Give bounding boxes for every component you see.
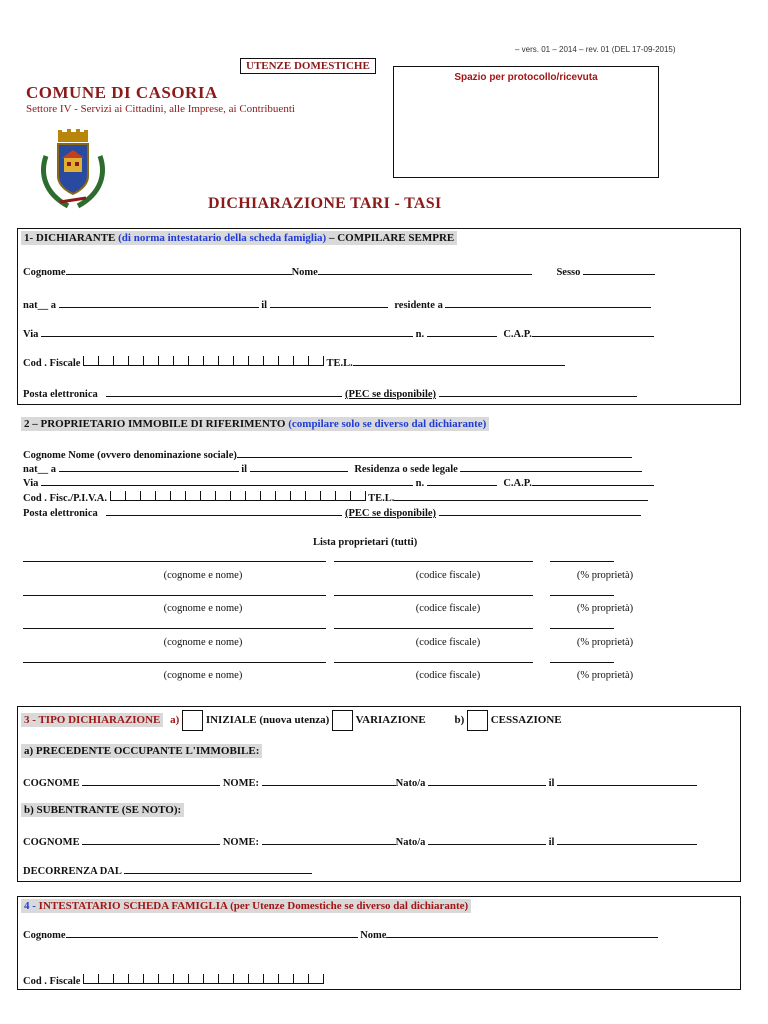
precedente-header: a) PRECEDENTE OCCUPANTE L'IMMOBILE: — [21, 744, 262, 758]
decorrenza-row — [23, 864, 312, 877]
subentrante-row — [23, 835, 697, 848]
s2-row-denominazione — [23, 448, 632, 461]
numero-field[interactable] — [427, 327, 497, 337]
s2-nato-label: nat__ a — [23, 464, 56, 475]
owner-caption-percent: (% proprietà) — [576, 603, 634, 614]
owner-caption-cf: (codice fiscale) — [415, 670, 481, 681]
section-2-title: 2 – PROPRIETARIO IMMOBILE DI RIFERIMENTO — [24, 418, 286, 430]
nato-label: nat__ a — [23, 300, 56, 311]
subentrante-header: b) SUBENTRANTE (SE NOTO): — [21, 803, 184, 817]
pec-field[interactable] — [439, 387, 637, 397]
decorrenza-field[interactable] — [124, 864, 312, 874]
s2-il-label: il — [241, 464, 248, 475]
s1-row-address — [23, 327, 654, 340]
owner-2-name-field[interactable] — [23, 595, 326, 596]
owner-2-percent-field[interactable] — [550, 595, 614, 596]
variazione-checkbox[interactable] — [332, 710, 353, 731]
s2-telefono-field[interactable] — [394, 491, 648, 501]
s4-row-cf — [23, 974, 324, 987]
prec-il-label: il — [548, 778, 555, 789]
s2-row-address — [23, 476, 654, 489]
s1-row-email — [23, 387, 637, 400]
section-4-header — [21, 899, 471, 913]
sub-cognome-label: COGNOME — [23, 837, 80, 848]
s1-row-name — [23, 265, 655, 278]
owner-4-cf-field[interactable] — [334, 662, 533, 663]
s1-row-cf — [23, 356, 565, 369]
s2-pec-field[interactable] — [439, 506, 641, 516]
prec-nome-label: NOME: — [222, 778, 260, 789]
sub-nome-field[interactable] — [262, 835, 396, 845]
owner-caption-cf: (codice fiscale) — [415, 603, 481, 614]
page-title: DICHIARAZIONE TARI - TASI — [208, 195, 442, 212]
owner-3-percent-field[interactable] — [550, 628, 614, 629]
s4-codice-fiscale-label: Cod . Fiscale — [23, 976, 81, 987]
s2-codice-fiscale-label: Cod . Fisc./P.I.V.A. — [23, 493, 108, 504]
protocol-label: Spazio per protocollo/ricevuta — [454, 72, 598, 83]
owner-caption-cf: (codice fiscale) — [415, 637, 481, 648]
owner-2-cf-field[interactable] — [334, 595, 533, 596]
section-1-header — [21, 231, 457, 245]
cap-field[interactable] — [532, 327, 654, 337]
posta-elettronica-label: Posta elettronica — [23, 389, 98, 400]
s2-pec-label: (PEC se disponibile) — [345, 508, 437, 519]
via-field[interactable] — [41, 327, 413, 337]
via-label: Via — [23, 329, 39, 340]
section-4-title: INTESTATARIO SCHEDA FAMIGLIA (per Utenze Domestiche se diverso dal dichiarante) — [38, 900, 469, 912]
codice-fiscale-field[interactable] — [83, 356, 324, 369]
s2-row-birth — [23, 462, 642, 475]
protocol-box[interactable] — [393, 66, 659, 178]
s2-numero-field[interactable] — [427, 476, 497, 486]
data-nascita-field[interactable] — [270, 298, 388, 308]
prec-cognome-field[interactable] — [82, 776, 220, 786]
codice-fiscale-label: Cod . Fiscale — [23, 358, 81, 369]
il-label: il — [261, 300, 268, 311]
sub-cognome-field[interactable] — [82, 835, 220, 845]
luogo-nascita-field[interactable] — [59, 298, 259, 308]
owner-caption-percent: (% proprietà) — [576, 670, 634, 681]
precedente-row — [23, 776, 697, 789]
s4-codice-fiscale-field[interactable] — [83, 974, 324, 987]
s4-row-name — [23, 928, 658, 941]
owner-caption-cf: (codice fiscale) — [415, 570, 481, 581]
sub-data-field[interactable] — [557, 835, 697, 845]
s2-cognome-nome-field[interactable] — [237, 448, 632, 458]
residenza-field[interactable] — [445, 298, 651, 308]
s2-via-field[interactable] — [41, 476, 413, 486]
sub-nato-label: Nato/a — [395, 837, 426, 848]
cognome-field[interactable] — [66, 265, 292, 275]
lista-proprietari-title: Lista proprietari (tutti) — [313, 537, 418, 548]
prec-nato-label: Nato/a — [395, 778, 426, 789]
s2-row-email — [23, 506, 641, 519]
s4-nome-label: Nome — [360, 930, 387, 941]
owner-4-percent-field[interactable] — [550, 662, 614, 663]
owner-caption-name: (cognome e nome) — [163, 570, 243, 581]
section-1-title: 1- DICHIARANTE — [24, 232, 116, 244]
section-2-note: (compilare solo se diverso dal dichiarante) — [288, 418, 487, 430]
section-1-note: (di norma intestatario della scheda famiglia) — [118, 232, 327, 244]
s2-numero-label: n. — [415, 478, 425, 489]
numero-label: n. — [415, 329, 425, 340]
section-1-box — [17, 228, 741, 405]
owner-caption-percent: (% proprietà) — [576, 570, 634, 581]
nome-label: Nome — [291, 267, 318, 278]
s2-telefono-label: TE.L. — [368, 493, 395, 504]
decorrenza-label: DECORRENZA DAL — [23, 866, 122, 877]
section-3-title: 3 - TIPO DICHIARAZIONE — [21, 713, 163, 727]
s2-cap-field[interactable] — [532, 476, 654, 486]
cessazione-label: CESSAZIONE — [490, 714, 562, 727]
sesso-field[interactable] — [583, 265, 655, 275]
type-b-label: b) — [454, 714, 465, 727]
coat-of-arms-icon — [38, 128, 108, 210]
prec-cognome-label: COGNOME — [23, 778, 80, 789]
owner-1-percent-field[interactable] — [550, 561, 614, 562]
comune-name: COMUNE DI CASORIA — [26, 83, 218, 102]
section-4-number: 4 - — [24, 900, 36, 912]
owner-caption-name: (cognome e nome) — [163, 670, 243, 681]
s2-residenza-label: Residenza o sede legale — [354, 464, 458, 475]
owner-3-cf-field[interactable] — [334, 628, 533, 629]
owner-3-name-field[interactable] — [23, 628, 326, 629]
nome-field[interactable] — [318, 265, 532, 275]
owner-caption-name: (cognome e nome) — [163, 637, 243, 648]
sub-nome-label: NOME: — [222, 837, 260, 848]
type-a-label: a) — [170, 714, 180, 727]
telefono-label: TE.L. — [326, 358, 353, 369]
section-3-box — [17, 706, 741, 882]
owner-4-name-field[interactable] — [23, 662, 326, 663]
settore-label: Settore IV - Servizi ai Cittadini, alle Imprese, ai Contribuenti — [26, 103, 295, 115]
s2-cap-label: C.A.P. — [503, 478, 532, 489]
s2-via-label: Via — [23, 478, 39, 489]
version-note: – vers. 01 – 2014 – rev. 01 (DEL 17-09-2015) — [515, 45, 676, 54]
prec-data-field[interactable] — [557, 776, 697, 786]
s2-residenza-field[interactable] — [460, 462, 642, 472]
s1-row-birth — [23, 298, 651, 311]
s2-email-field[interactable] — [106, 506, 342, 516]
s2-data-nascita-field[interactable] — [250, 462, 348, 472]
s2-luogo-nascita-field[interactable] — [59, 462, 239, 472]
owner-caption-percent: (% proprietà) — [576, 637, 634, 648]
sub-il-label: il — [548, 837, 555, 848]
s4-cognome-field[interactable] — [66, 928, 358, 938]
telefono-field[interactable] — [353, 356, 565, 366]
sesso-label: Sesso — [556, 267, 581, 278]
s2-row-cf — [23, 491, 648, 504]
s2-codice-fiscale-field[interactable] — [110, 491, 366, 504]
section-1-instruction: – COMPILARE SEMPRE — [328, 232, 455, 244]
prec-nato-field[interactable] — [428, 776, 546, 786]
residente-label: residente a — [394, 300, 443, 311]
s4-cognome-label: Cognome — [23, 930, 66, 941]
variazione-label: VARIAZIONE — [355, 714, 426, 727]
utenze-domestiche-label: UTENZE DOMESTICHE — [240, 58, 376, 74]
s2-posta-elettronica-label: Posta elettronica — [23, 508, 98, 519]
cessazione-checkbox[interactable] — [467, 710, 488, 731]
cap-label: C.A.P. — [503, 329, 532, 340]
section-3-type-row — [21, 710, 562, 731]
owner-1-cf-field[interactable] — [334, 561, 533, 562]
owner-1-name-field[interactable] — [23, 561, 326, 562]
section-2-header — [21, 417, 489, 431]
s2-cognome-nome-label: Cognome Nome (ovvero denominazione sociale) — [23, 450, 237, 461]
cognome-label: Cognome — [23, 267, 66, 278]
s4-nome-field[interactable] — [386, 928, 658, 938]
iniziale-label: INIZIALE (nuova utenza) — [205, 714, 330, 727]
sub-nato-field[interactable] — [428, 835, 546, 845]
prec-nome-field[interactable] — [262, 776, 396, 786]
pec-label: (PEC se disponibile) — [345, 389, 437, 400]
iniziale-checkbox[interactable] — [182, 710, 203, 731]
owner-caption-name: (cognome e nome) — [163, 603, 243, 614]
email-field[interactable] — [106, 387, 342, 397]
